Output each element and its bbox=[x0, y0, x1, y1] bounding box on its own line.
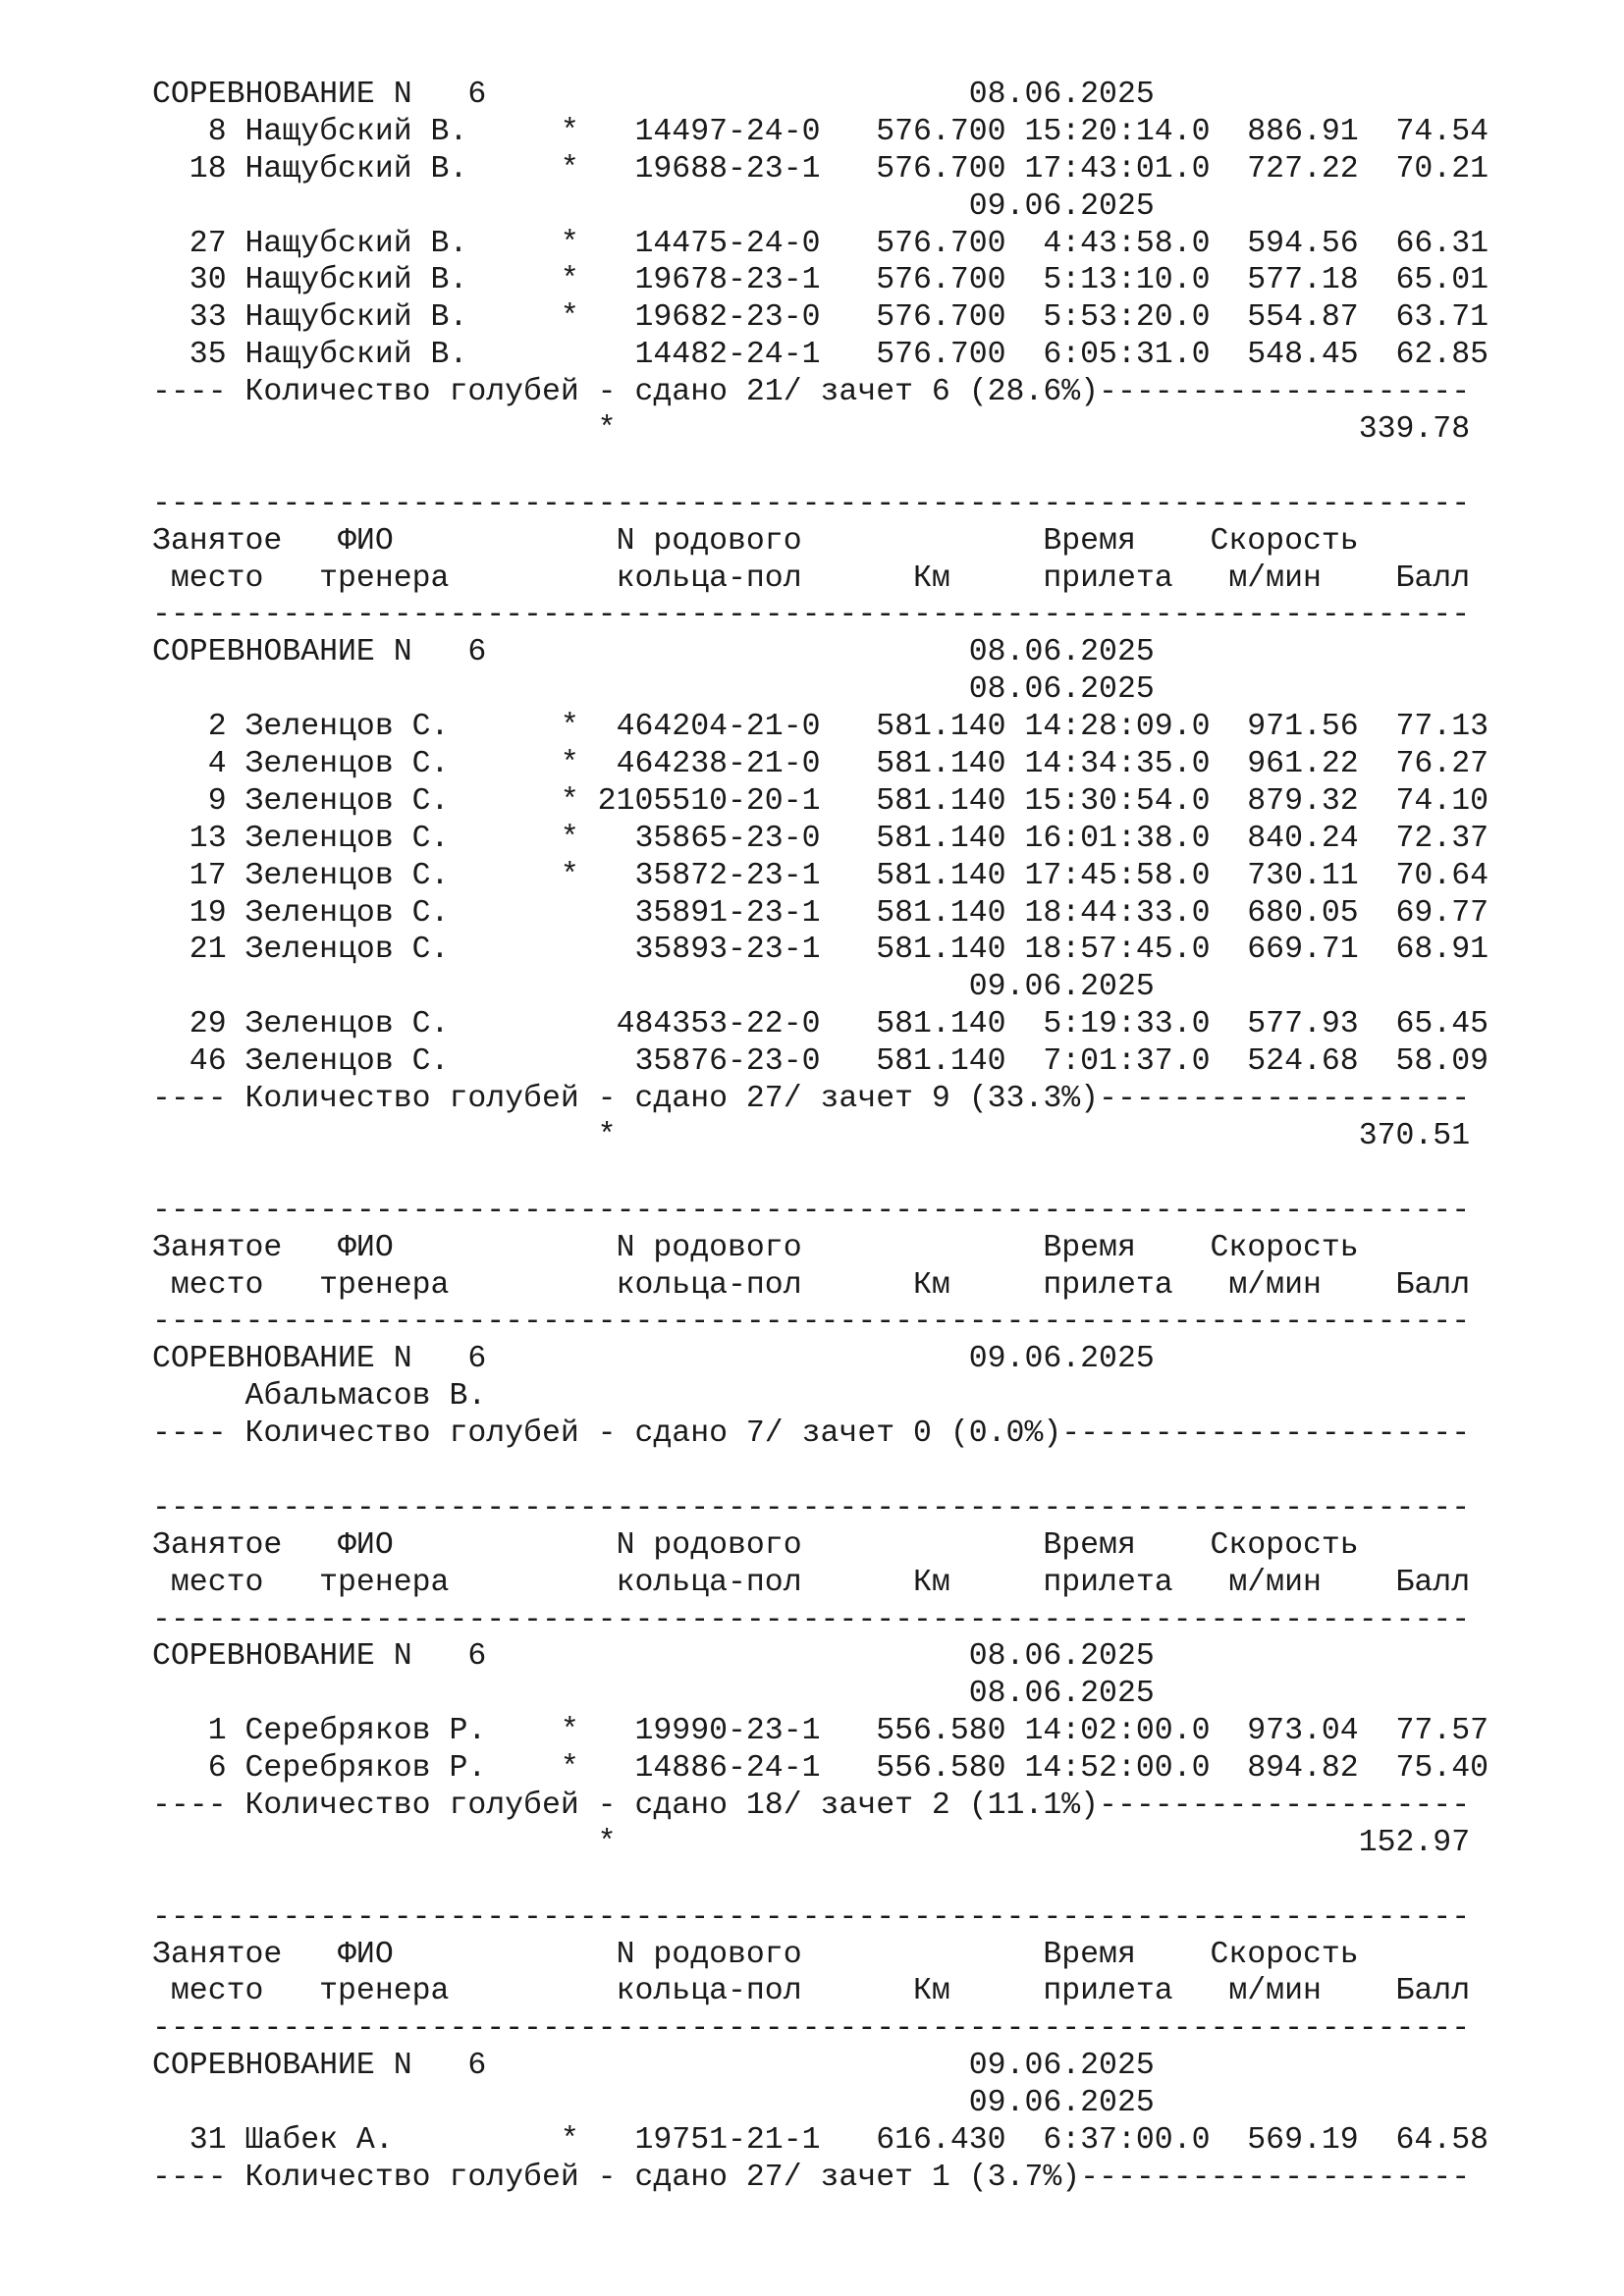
result-row: 13 Зеленцов С. * 35865-23-0 581.140 16:01:38.0 840.24 72.37 bbox=[152, 821, 1489, 856]
column-header: Занятое ФИО N родового Время Скорость bbox=[152, 1230, 1359, 1265]
result-row: 29 Зеленцов С. 484353-22-0 581.140 5:19:33.0 577.93 65.45 bbox=[152, 1007, 1489, 1042]
competition-header: СОРЕВНОВАНИЕ N 6 08.06.2025 bbox=[152, 78, 1155, 112]
date-line: 09.06.2025 bbox=[152, 2086, 1155, 2121]
separator-line: ----------------------------------------------------------------------- bbox=[152, 2011, 1471, 2047]
result-row: 35 Нащубский В. 14482-24-1 576.700 6:05:31.0 548.45 62.85 bbox=[152, 338, 1489, 373]
blank-line bbox=[152, 1862, 1586, 1899]
total-score-line: * 152.97 bbox=[152, 1825, 1471, 1860]
summary-line: ---- Количество голубей - сдано 18/ зачет 2 (11.1%)-------------------- bbox=[152, 1788, 1471, 1823]
summary-line: ---- Количество голубей - сдано 27/ зачет 1 (3.7%)--------------------- bbox=[152, 2160, 1471, 2195]
result-row: 30 Нащубский В. * 19678-23-1 576.700 5:13:10.0 577.18 65.01 bbox=[152, 263, 1489, 298]
blank-line bbox=[152, 1155, 1586, 1193]
column-header: место тренера кольца-пол Км прилета м/мин Балл bbox=[152, 561, 1471, 596]
separator-line: ----------------------------------------------------------------------- bbox=[152, 1193, 1471, 1228]
blank-line bbox=[152, 449, 1586, 486]
result-row: 8 Нащубский В. * 14497-24-0 576.700 15:20:14.0 886.91 74.54 bbox=[152, 114, 1489, 149]
competition-header: СОРЕВНОВАНИЕ N 6 09.06.2025 bbox=[152, 1342, 1155, 1377]
column-header: Занятое ФИО N родового Время Скорость bbox=[152, 1937, 1359, 1972]
result-row: 2 Зеленцов С. * 464204-21-0 581.140 14:28:09.0 971.56 77.13 bbox=[152, 710, 1489, 745]
result-row: 31 Шабек А. * 19751-21-1 616.430 6:37:00.0 569.19 64.58 bbox=[152, 2122, 1489, 2158]
result-row: 1 Серебряков Р. * 19990-23-1 556.580 14:02:00.0 973.04 77.57 bbox=[152, 1714, 1489, 1749]
column-header: место тренера кольца-пол Км прилета м/мин Балл bbox=[152, 1974, 1471, 2009]
competition-header: СОРЕВНОВАНИЕ N 6 09.06.2025 bbox=[152, 2049, 1155, 2084]
separator-line: ----------------------------------------------------------------------- bbox=[152, 1305, 1471, 1340]
results-report bbox=[152, 77, 1586, 2197]
summary-line: ---- Количество голубей - сдано 27/ зачет 9 (33.3%)-------------------- bbox=[152, 1082, 1471, 1117]
result-row: 9 Зеленцов С. * 2105510-20-1 581.140 15:30:54.0 879.32 74.10 bbox=[152, 783, 1489, 819]
separator-line: ----------------------------------------------------------------------- bbox=[152, 1490, 1471, 1525]
date-line: 08.06.2025 bbox=[152, 1677, 1155, 1712]
result-row: 27 Нащубский В. * 14475-24-0 576.700 4:43:58.0 594.56 66.31 bbox=[152, 226, 1489, 261]
result-row: 33 Нащубский В. * 19682-23-0 576.700 5:53:20.0 554.87 63.71 bbox=[152, 300, 1489, 336]
separator-line: ----------------------------------------------------------------------- bbox=[152, 1899, 1471, 1935]
blank-line bbox=[152, 1453, 1586, 1490]
text-line: Абальмасов В. bbox=[152, 1379, 487, 1415]
result-row: 6 Серебряков Р. * 14886-24-1 556.580 14:52:00.0 894.82 75.40 bbox=[152, 1751, 1489, 1787]
competition-header: СОРЕВНОВАНИЕ N 6 08.06.2025 bbox=[152, 1639, 1155, 1675]
column-header: Занятое ФИО N родового Время Скорость bbox=[152, 1527, 1359, 1563]
summary-line: ---- Количество голубей - сдано 21/ зачет 6 (28.6%)-------------------- bbox=[152, 375, 1471, 410]
result-row: 17 Зеленцов С. * 35872-23-1 581.140 17:45:58.0 730.11 70.64 bbox=[152, 858, 1489, 893]
competition-header: СОРЕВНОВАНИЕ N 6 08.06.2025 bbox=[152, 635, 1155, 670]
summary-line: ---- Количество голубей - сдано 7/ зачет 0 (0.0%)---------------------- bbox=[152, 1416, 1471, 1452]
total-score-line: * 370.51 bbox=[152, 1118, 1471, 1153]
result-row: 21 Зеленцов С. 35893-23-1 581.140 18:57:45.0 669.71 68.91 bbox=[152, 933, 1489, 968]
result-row: 46 Зеленцов С. 35876-23-0 581.140 7:01:37.0 524.68 58.09 bbox=[152, 1044, 1489, 1080]
date-line: 09.06.2025 bbox=[152, 188, 1155, 224]
result-row: 18 Нащубский В. * 19688-23-1 576.700 17:43:01.0 727.22 70.21 bbox=[152, 151, 1489, 187]
result-row: 4 Зеленцов С. * 464238-21-0 581.140 14:34:35.0 961.22 76.27 bbox=[152, 747, 1489, 782]
date-line: 08.06.2025 bbox=[152, 672, 1155, 708]
result-row: 19 Зеленцов С. 35891-23-1 581.140 18:44:33.0 680.05 69.77 bbox=[152, 895, 1489, 931]
separator-line: ----------------------------------------------------------------------- bbox=[152, 1602, 1471, 1637]
total-score-line: * 339.78 bbox=[152, 412, 1471, 448]
separator-line: ----------------------------------------------------------------------- bbox=[152, 486, 1471, 521]
column-header: Занятое ФИО N родового Время Скорость bbox=[152, 523, 1359, 559]
separator-line: ----------------------------------------------------------------------- bbox=[152, 598, 1471, 633]
date-line: 09.06.2025 bbox=[152, 970, 1155, 1005]
column-header: место тренера кольца-пол Км прилета м/мин Балл bbox=[152, 1267, 1471, 1303]
column-header: место тренера кольца-пол Км прилета м/мин Балл bbox=[152, 1565, 1471, 1600]
